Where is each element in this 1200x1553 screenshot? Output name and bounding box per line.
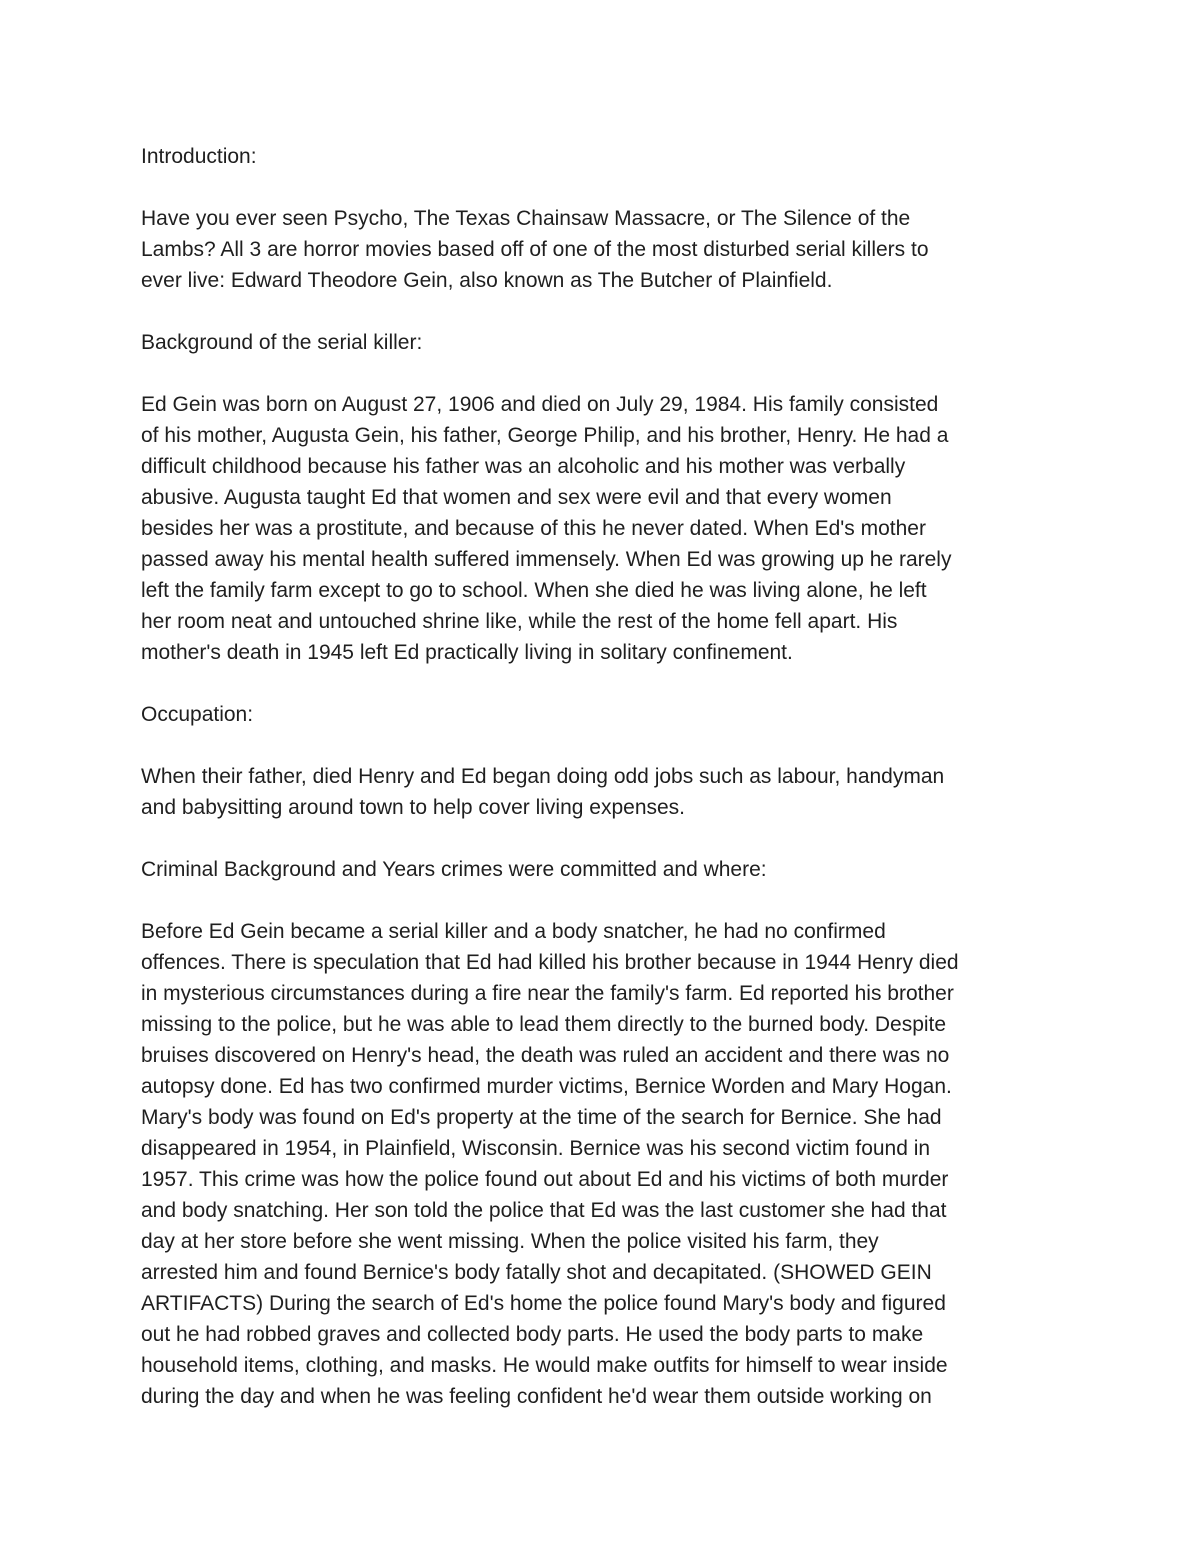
paragraph-line: disappeared in 1954, in Plainfield, Wisconsin. Bernice was his second victim found in	[141, 1137, 931, 1160]
paragraph-criminal-background	[141, 916, 1071, 1412]
paragraph-line: bruises discovered on Henry's head, the death was ruled an accident and there was no	[141, 1044, 950, 1067]
paragraph-gap	[141, 172, 1071, 203]
paragraph-line: and body snatching. Her son told the police that Ed was the last customer she had that	[141, 1199, 947, 1222]
paragraph-line: and babysitting around town to help cover living expenses.	[141, 796, 686, 819]
paragraph-line: household items, clothing, and masks. He would make outfits for himself to wear inside	[141, 1354, 948, 1377]
paragraph-line: Lambs? All 3 are horror movies based off of one of the most disturbed serial killers to	[141, 238, 929, 261]
paragraph-line: 1957. This crime was how the police found out about Ed and his victims of both murder	[141, 1168, 949, 1191]
paragraph-line: left the family farm except to go to school. When she died he was living alone, he left	[141, 579, 927, 602]
paragraph-line: during the day and when he was feeling confident he'd wear them outside working on	[141, 1385, 932, 1408]
paragraph-line: mother's death in 1945 left Ed practically living in solitary confinement.	[141, 641, 793, 664]
paragraph-line: difficult childhood because his father was an alcoholic and his mother was verbally	[141, 455, 906, 478]
paragraph-line: in mysterious circumstances during a fire near the family's farm. Ed reported his brother	[141, 982, 954, 1005]
section-heading-background	[141, 327, 1071, 358]
paragraph-line: passed away his mental health suffered immensely. When Ed was growing up he rarely	[141, 548, 952, 571]
paragraph-gap	[141, 823, 1071, 854]
paragraph-line: ever live: Edward Theodore Gein, also known as The Butcher of Plainfield.	[141, 269, 833, 292]
paragraph-line: out he had robbed graves and collected body parts. He used the body parts to make	[141, 1323, 924, 1346]
section-heading-criminal-background	[141, 854, 1071, 885]
paragraph-gap	[141, 358, 1071, 389]
paragraph-line: besides her was a prostitute, and because of this he never dated. When Ed's mother	[141, 517, 926, 540]
paragraph-line: Mary's body was found on Ed's property at the time of the search for Bernice. She had	[141, 1106, 942, 1129]
document-body	[141, 141, 1071, 1412]
paragraph-line: of his mother, Augusta Gein, his father, George Philip, and his brother, Henry. He had a	[141, 424, 949, 447]
paragraph-line: ARTIFACTS) During the search of Ed's home the police found Mary's body and figured	[141, 1292, 946, 1315]
section-heading-introduction	[141, 141, 1071, 172]
heading-text: Background of the serial killer:	[141, 331, 423, 354]
paragraph-line: missing to the police, but he was able to lead them directly to the burned body. Despite	[141, 1013, 947, 1036]
paragraph-line: offences. There is speculation that Ed had killed his brother because in 1944 Henry died	[141, 951, 959, 974]
paragraph-line: her room neat and untouched shrine like, while the rest of the home fell apart. His	[141, 610, 898, 633]
heading-text: Introduction:	[141, 145, 257, 168]
paragraph-line: Before Ed Gein became a serial killer and a body snatcher, he had no confirmed	[141, 920, 886, 943]
paragraph-line: day at her store before she went missing. When the police visited his farm, they	[141, 1230, 879, 1253]
paragraph-gap	[141, 730, 1071, 761]
paragraph-line: abusive. Augusta taught Ed that women and sex were evil and that every women	[141, 486, 892, 509]
paragraph-introduction	[141, 203, 1071, 296]
paragraph-occupation	[141, 761, 1071, 823]
section-heading-occupation	[141, 699, 1071, 730]
heading-text: Occupation:	[141, 703, 254, 726]
paragraph-gap	[141, 885, 1071, 916]
paragraph-line: autopsy done. Ed has two confirmed murder victims, Bernice Worden and Mary Hogan.	[141, 1075, 952, 1098]
paragraph-line: Ed Gein was born on August 27, 1906 and died on July 29, 1984. His family consisted	[141, 393, 939, 416]
paragraph-gap	[141, 668, 1071, 699]
paragraph-line: Have you ever seen Psycho, The Texas Chainsaw Massacre, or The Silence of the	[141, 207, 911, 230]
paragraph-line: arrested him and found Bernice's body fatally shot and decapitated. (SHOWED GEIN	[141, 1261, 932, 1284]
paragraph-line: When their father, died Henry and Ed began doing odd jobs such as labour, handyman	[141, 765, 945, 788]
paragraph-gap	[141, 296, 1071, 327]
heading-text: Criminal Background and Years crimes were committed and where:	[141, 858, 767, 881]
paragraph-background	[141, 389, 1071, 668]
